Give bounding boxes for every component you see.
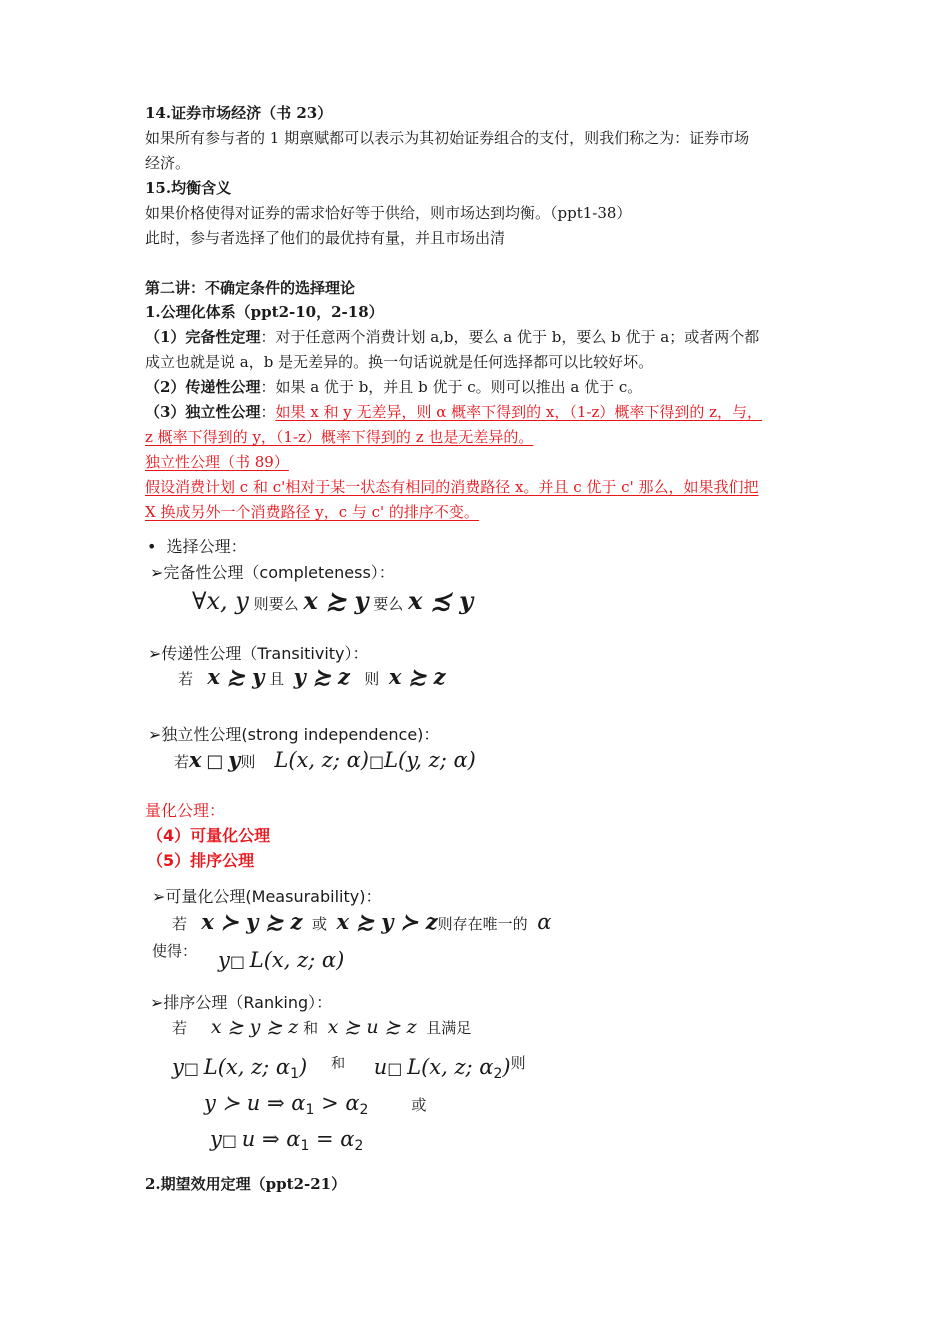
measurability-if: 若 (172, 915, 188, 933)
axiom-2-label: （2）传递性公理 (145, 378, 261, 396)
ranking-if: 若 (172, 1019, 188, 1037)
completeness-f1: ∀x, y (192, 587, 249, 615)
ranking-sub1: 1 (290, 1066, 300, 1082)
measurability-formula (172, 906, 551, 938)
section-15-line1: 如果价格使得对证券的需求恰好等于供给，则市场达到均衡。（ppt1-38） (145, 204, 632, 222)
ranking-f8-sub2: 2 (354, 1138, 364, 1154)
ranking-then: 则 (510, 1054, 526, 1072)
transitivity-f2: y ≿ z (293, 664, 350, 689)
completeness-f2: x ≿ y (303, 586, 369, 615)
completeness-f3: x ≾ y (408, 586, 474, 615)
axiom-5-title: （5）排序公理 (147, 851, 255, 870)
independence-f3: L(x, z; α) (274, 748, 369, 772)
ranking-and: 和 (303, 1019, 319, 1037)
axiom-3-red-a: 如果 x 和 y 无差异，则 α 概率下得到的 x，（1-z）概率下得到的 z，与， (275, 403, 763, 421)
ranking-heading: ➢排序公理（Ranking）： (150, 993, 333, 1012)
independence-f1: x (189, 747, 202, 772)
independence-book-line1: 假设消费计划 c 和 c'相对于某一状态有相同的消费路径 x。并且 c 优于 c' 那么，如果我们把 (145, 478, 759, 496)
completeness-t2: 要么 (373, 595, 404, 613)
independence-formula (174, 744, 476, 776)
axiom-2-line (145, 376, 642, 398)
measurability-f3: y (218, 948, 230, 972)
independence-book-line2: X 换成另外一个消费路径 y，c 与 c' 的排序不变。 (145, 503, 479, 521)
axiom-2-text: ：如果 a 优于 b，并且 b 优于 c。则可以推出 a 优于 c。 (260, 378, 643, 396)
measurability-f1: x ≻ y ≿ z (201, 909, 303, 934)
choice-axioms-title: 选择公理： (166, 537, 247, 556)
section-14-line1: 如果所有参与者的 1 期禀赋都可以表示为其初始证券组合的支付，则我们称之为：证券市场 (145, 129, 750, 147)
choice-axioms-heading (147, 536, 247, 558)
section-14-title: 14.证券市场经济（书 23） (145, 104, 333, 122)
axiom-3-colon: ： (260, 403, 276, 421)
completeness-formula (192, 584, 473, 618)
ranking-implication-1 (204, 1086, 426, 1120)
measurability-alpha: α (537, 910, 552, 934)
independence-book-title: 独立性公理（书 89） (145, 453, 289, 471)
measurability-exists: 则存在唯一的 (437, 915, 528, 933)
measurability-f2: x ≿ y ≻ z (336, 909, 438, 934)
independence-then: 则 (240, 753, 256, 771)
ranking-f6: L(x, z; α (407, 1055, 494, 1079)
transitivity-formula (178, 660, 446, 694)
measurability-f4: L(x, z; α) (249, 948, 345, 972)
expected-utility-title: 2.期望效用定理（ppt2-21） (145, 1175, 347, 1193)
section-15-title: 15.均衡含义 (145, 179, 232, 197)
ranking-sub2: 2 (493, 1066, 503, 1082)
ranking-f8a: u ⇒ α (241, 1127, 301, 1151)
independence-f2: y (228, 747, 241, 772)
transitivity-if: 若 (178, 670, 194, 688)
ranking-f2: x ≿ u ≿ z (327, 1016, 417, 1038)
ranking-box: □ (183, 1059, 199, 1078)
measurability-heading: ➢可量化公理(Measurability)： (152, 887, 382, 906)
transitivity-heading: ➢传递性公理（Transitivity）： (148, 644, 369, 663)
ranking-and2: 和 (331, 1056, 346, 1072)
ranking-f8-eq: = α (309, 1127, 355, 1151)
ranking-box3: □ (221, 1131, 237, 1150)
axiom-system-title: 1.公理化体系（ppt2-10，2-18） (145, 303, 384, 321)
independence-heading: ➢独立性公理(strong independence)： (148, 725, 440, 744)
axiom-3-label: （3）独立性公理 (145, 403, 261, 421)
section-14-line2: 经济。 (145, 154, 191, 172)
transitivity-then: 则 (364, 670, 380, 688)
transitivity-f3: x ≿ z (388, 664, 446, 689)
ranking-lotteries (172, 1046, 526, 1080)
ranking-f4: L(x, z; α (203, 1055, 291, 1079)
completeness-heading: ➢完备性公理（completeness）： (150, 563, 395, 582)
axiom-1-line1 (145, 326, 759, 348)
axiom-1-label: （1）完备性定理 (145, 328, 261, 346)
ranking-f8: y (210, 1127, 222, 1151)
axiom-4-title: （4）可量化公理 (147, 826, 271, 845)
ranking-f1: x ≿ y ≿ z (210, 1016, 299, 1038)
section-15-line2: 此时，参与者选择了他们的最优持有量，并且市场出清 (145, 229, 506, 247)
independence-f4: L(y, z; α) (384, 748, 476, 772)
quantification-title: 量化公理： (145, 801, 226, 820)
ranking-close2: ) (502, 1055, 511, 1079)
axiom-3-line1 (145, 401, 762, 423)
measurability-such-that: 使得： (152, 942, 198, 960)
ranking-satisfy: 且满足 (426, 1019, 472, 1037)
lecture-2-title: 第二讲：不确定条件的选择理论 (145, 279, 356, 297)
ranking-close1: ) (299, 1055, 308, 1079)
transitivity-and: 且 (269, 670, 285, 688)
ranking-box2: □ (387, 1059, 403, 1078)
transitivity-f1: x ≿ y (207, 664, 265, 689)
measurability-box: □ (229, 952, 245, 971)
ranking-f7-sub2: 2 (359, 1102, 369, 1118)
ranking-or: 或 (411, 1096, 427, 1114)
ranking-f3: y (172, 1055, 184, 1079)
measurability-or: 或 (311, 915, 327, 933)
independence-box: □ (206, 751, 224, 772)
measurability-result (218, 944, 344, 976)
axiom-1-line2: 成立也就是说 a，b 是无差异的。换一句话说就是任何选择都可以比较好坏。 (145, 353, 654, 371)
bullet: • (147, 537, 157, 556)
ranking-implication-2 (210, 1122, 363, 1156)
ranking-f7-gt: > α (314, 1091, 360, 1115)
independence-box2: □ (368, 752, 385, 771)
ranking-condition (172, 1012, 471, 1042)
ranking-f5: u (373, 1055, 388, 1079)
axiom-3-red-b: z 概率下得到的 y，（1-z）概率下得到的 z 也是无差异的。 (145, 428, 534, 446)
ranking-f8-sub1: 1 (300, 1138, 310, 1154)
axiom-1-text-a: ：对于任意两个消费计划 a,b，要么 a 优于 b，要么 b 优于 a；或者两个都 (260, 328, 760, 346)
ranking-f7: y ≻ u ⇒ α (204, 1091, 306, 1115)
completeness-t1: 则要么 (253, 595, 299, 613)
independence-if: 若 (174, 753, 190, 771)
ranking-f7-sub1: 1 (305, 1102, 315, 1118)
